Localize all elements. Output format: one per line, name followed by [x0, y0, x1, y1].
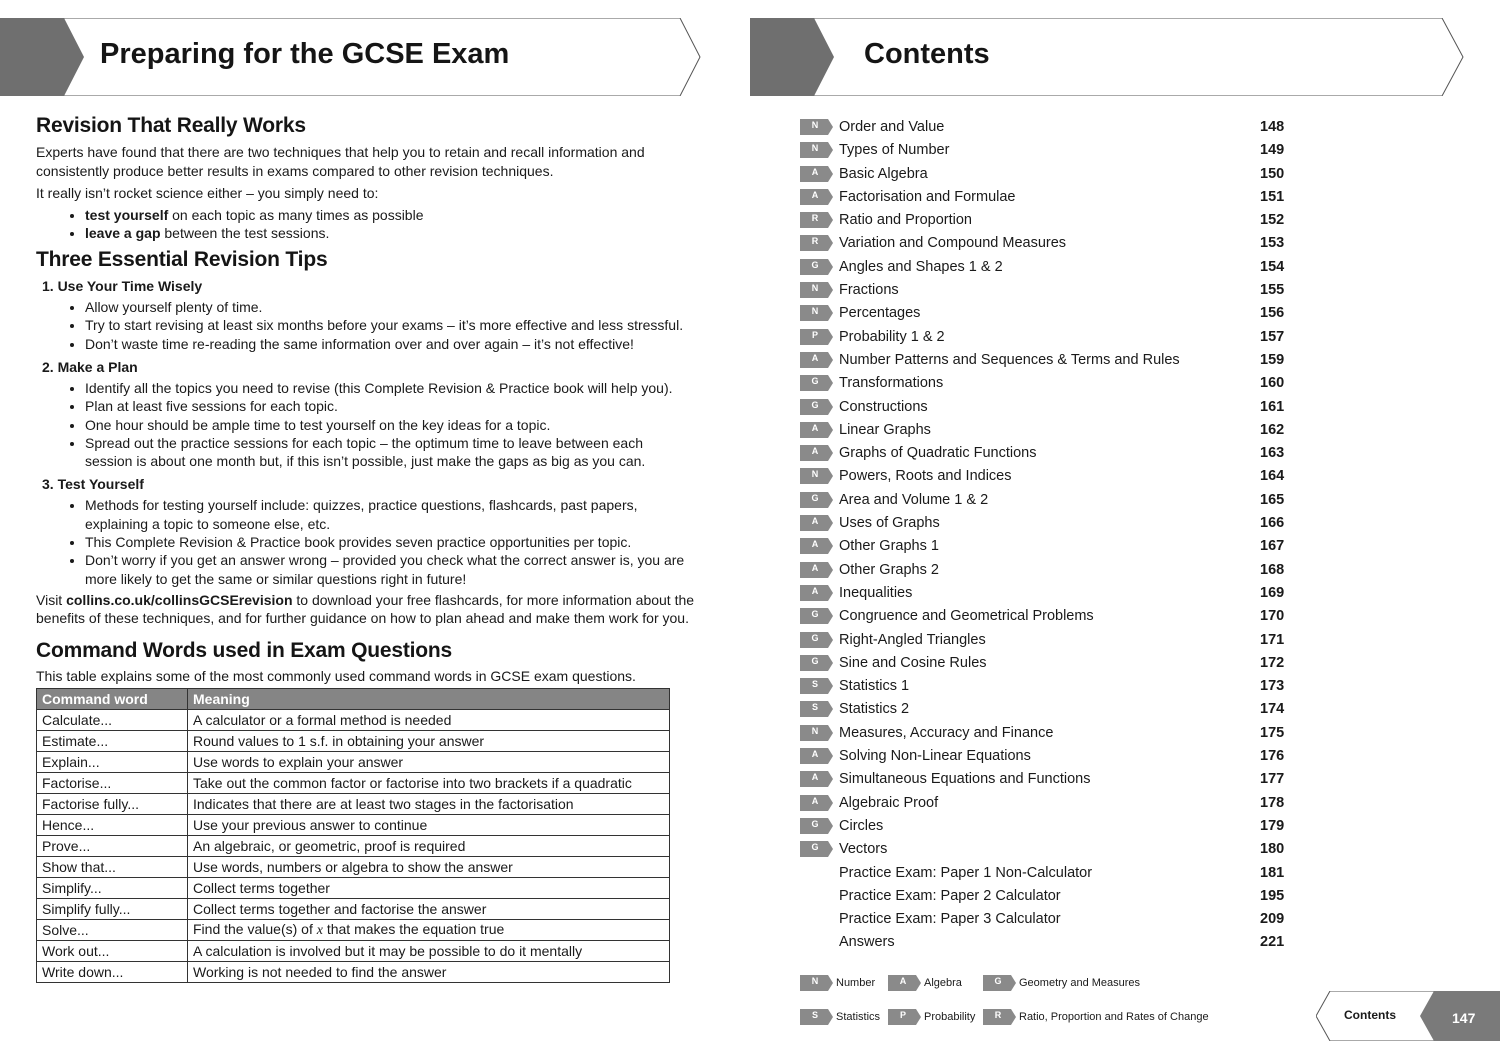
contents-title: Contents [864, 38, 990, 70]
meaning-cell: An algebraic, or geometric, proof is required [188, 836, 670, 857]
bullet-list [36, 379, 706, 470]
table-row [37, 878, 670, 899]
toc-entry[interactable] [800, 302, 1300, 325]
strand-badge-p: P [800, 329, 834, 345]
toc-page-number: 221 [1260, 934, 1285, 951]
toc-entry[interactable] [800, 419, 1300, 442]
strand-badge-a: A [800, 189, 834, 205]
toc-title: Statistics 2 [839, 701, 910, 718]
toc-title: Sine and Cosine Rules [839, 654, 987, 671]
column-header: Meaning [188, 689, 670, 710]
strand-badge-s: S [800, 1009, 834, 1025]
command-word-cell: Show that... [37, 857, 188, 878]
toc-entry[interactable] [800, 675, 1300, 698]
command-word-cell: Simplify fully... [37, 899, 188, 920]
key-label: Probability [924, 1011, 976, 1023]
strand-badge-g: G [800, 818, 834, 834]
toc-entry[interactable] [800, 605, 1300, 628]
toc-title: Factorisation and Formulae [839, 188, 1016, 205]
strand-badge-n: N [800, 119, 834, 135]
strand-badge-r: R [800, 235, 834, 251]
toc-title: Graphs of Quadratic Functions [839, 445, 1037, 462]
toc-page-number: 172 [1260, 654, 1285, 671]
toc-title: Practice Exam: Paper 3 Calculator [839, 911, 1061, 928]
page-title: Preparing for the GCSE Exam [100, 38, 510, 70]
section-heading: Command Words used in Exam Questions [36, 638, 452, 662]
toc-title: Answers [839, 934, 895, 951]
toc-entry[interactable] [800, 442, 1300, 465]
command-word-cell: Explain... [37, 752, 188, 773]
table-row [37, 710, 670, 731]
meaning-cell: Collect terms together [188, 878, 670, 899]
toc-entry[interactable] [800, 745, 1300, 768]
left-page-body [36, 114, 706, 983]
toc-entry[interactable] [800, 698, 1300, 721]
key-label: Algebra [924, 977, 962, 989]
meaning-cell: Use your previous answer to continue [188, 815, 670, 836]
strand-badge-r: R [983, 1009, 1017, 1025]
table-row [37, 731, 670, 752]
table-row [37, 815, 670, 836]
header-arrow-shape [750, 18, 1466, 96]
paragraph: It really isn’t rocket science either – you simply need to: [36, 185, 379, 201]
strand-badge-a: A [800, 538, 834, 554]
toc-entry[interactable] [800, 465, 1300, 488]
toc-title: Percentages [839, 305, 921, 322]
toc-page-number: 180 [1260, 841, 1285, 858]
toc-entry[interactable] [800, 232, 1300, 255]
toc-title: Measures, Accuracy and Finance [839, 724, 1054, 741]
toc-title: Other Graphs 1 [839, 538, 939, 555]
strand-badge-p: P [888, 1009, 922, 1025]
strand-badge-g: G [800, 632, 834, 648]
section-heading: Three Essential Revision Tips [36, 248, 328, 272]
command-word-cell: Solve... [37, 920, 188, 941]
command-word-cell: Hence... [37, 815, 188, 836]
strand-badge-s: S [800, 678, 834, 694]
toc-title: Probability 1 & 2 [839, 328, 945, 345]
paragraph: Experts have found that there are two techniques that help you to retain and recall information and consistently produce better results in exams compared to other revision techniques. [36, 144, 645, 179]
list-item: • leave a gap between the test sessions. [85, 224, 706, 242]
toc-page-number: 153 [1260, 235, 1285, 252]
table-row [37, 836, 670, 857]
toc-title: Area and Volume 1 & 2 [839, 491, 989, 508]
strand-badge-g: G [800, 608, 834, 624]
column-header: Command word [37, 689, 188, 710]
toc-title: Circles [839, 817, 884, 834]
bullet-list [36, 206, 706, 243]
toc-page-number: 156 [1260, 305, 1285, 322]
list-item: • Plan at least five sessions for each topic. [85, 397, 706, 415]
strand-badge-n: N [800, 305, 834, 321]
list-item: • Allow yourself plenty of time. [85, 298, 706, 316]
toc-title: Angles and Shapes 1 & 2 [839, 258, 1003, 275]
strand-badge-a: A [800, 445, 834, 461]
table-row [37, 773, 670, 794]
toc-page-number: 173 [1260, 678, 1285, 695]
strand-badge-a: A [888, 975, 922, 991]
toc-title: Congruence and Geometrical Problems [839, 608, 1094, 625]
meaning-cell: Use words, numbers or algebra to show the answer [188, 857, 670, 878]
toc-page-number: 174 [1260, 701, 1285, 718]
toc-title: Statistics 1 [839, 678, 910, 695]
strand-badge-g: G [800, 841, 834, 857]
toc-page-number: 161 [1260, 398, 1285, 415]
toc-page-number: 169 [1260, 584, 1285, 601]
meaning-cell: Find the value(s) of x that makes the equation true [188, 920, 670, 941]
toc-entry[interactable] [800, 629, 1300, 652]
toc-page-number: 164 [1260, 468, 1285, 485]
toc-page-number: 155 [1260, 282, 1285, 299]
toc-page-number: 170 [1260, 608, 1285, 625]
toc-page-number: 165 [1260, 491, 1285, 508]
strand-badge-g: G [800, 375, 834, 391]
toc-entry[interactable] [800, 582, 1300, 605]
command-word-cell: Simplify... [37, 878, 188, 899]
strand-badge-a: A [800, 352, 834, 368]
toc-entry[interactable] [800, 792, 1300, 815]
table-row [37, 920, 670, 941]
list-item: • This Complete Revision & Practice book provides seven practice opportunities per topic. [85, 533, 706, 551]
strand-badge-n: N [800, 282, 834, 298]
toc-entry[interactable] [800, 349, 1300, 372]
toc-page-number: 154 [1260, 258, 1285, 275]
list-item: • Try to start revising at least six months before your exams – it’s more effective and less stressful. [85, 316, 706, 334]
toc-title: Solving Non-Linear Equations [839, 748, 1031, 765]
meaning-cell: Round values to 1 s.f. in obtaining your answer [188, 731, 670, 752]
toc-title: Transformations [839, 375, 944, 392]
right-header-banner [750, 18, 1466, 96]
table-row [37, 794, 670, 815]
toc-page-number: 159 [1260, 351, 1285, 368]
toc-title: Linear Graphs [839, 421, 931, 438]
toc-title: Other Graphs 2 [839, 561, 939, 578]
table-body [37, 710, 670, 983]
toc-entry[interactable] [800, 862, 1300, 885]
toc-title: Powers, Roots and Indices [839, 468, 1012, 485]
toc-entry[interactable] [800, 396, 1300, 419]
strand-badge-n: N [800, 142, 834, 158]
toc-title: Practice Exam: Paper 1 Non-Calculator [839, 864, 1093, 881]
toc-title: Number Patterns and Sequences & Terms and Rules [839, 351, 1180, 368]
toc-page-number: 177 [1260, 771, 1285, 788]
strand-badge-a: A [800, 422, 834, 438]
toc-entry[interactable] [800, 256, 1300, 279]
toc-page-number: 171 [1260, 631, 1285, 648]
meaning-cell: Collect terms together and factorise the answer [188, 899, 670, 920]
toc-entry[interactable] [800, 885, 1300, 908]
command-word-cell: Estimate... [37, 731, 188, 752]
toc-page-number: 179 [1260, 817, 1285, 834]
toc-title: Fractions [839, 282, 899, 299]
strand-badge-a: A [800, 562, 834, 578]
toc-entry[interactable] [800, 838, 1300, 861]
toc-page-number: 168 [1260, 561, 1285, 578]
paragraph: This table explains some of the most commonly used command words in GCSE exam questions. [36, 667, 636, 684]
list-item: • Identify all the topics you need to revise (this Complete Revision & Practice book will help you). [85, 379, 706, 397]
key-label: Statistics [836, 1011, 881, 1023]
strand-badge-g: G [800, 655, 834, 671]
website-link[interactable]: collins.co.uk/collinsGCSErevision [66, 591, 293, 608]
toc-entry[interactable] [800, 768, 1300, 791]
list-item: • test yourself on each topic as many times as possible [85, 206, 706, 224]
toc-entry[interactable] [800, 652, 1300, 675]
strand-badge-n: N [800, 725, 834, 741]
meaning-cell: Working is not needed to find the answer [188, 962, 670, 983]
toc-entry[interactable] [800, 535, 1300, 558]
list-item: • One hour should be ample time to test yourself on the key ideas for a topic. [85, 416, 706, 434]
footer-label: Contents [1344, 1008, 1396, 1022]
table-row [37, 941, 670, 962]
toc-title: Uses of Graphs [839, 515, 940, 532]
toc-title: Right-Angled Triangles [839, 631, 986, 648]
tip-heading: 3. Test Yourself [42, 476, 144, 493]
strand-badge-g: G [983, 975, 1017, 991]
toc-title: Order and Value [839, 119, 945, 135]
table-row [37, 962, 670, 983]
toc-page-number: 160 [1260, 375, 1285, 392]
section-heading: Revision That Really Works [36, 114, 306, 137]
toc-page-number: 148 [1260, 119, 1285, 135]
command-words-table [36, 688, 670, 983]
toc-title: Vectors [839, 841, 888, 858]
toc-page-number: 195 [1260, 887, 1285, 904]
toc-page-number: 175 [1260, 724, 1285, 741]
toc-title: Inequalities [839, 584, 913, 601]
toc-entry[interactable] [800, 815, 1300, 838]
command-word-cell: Work out... [37, 941, 188, 962]
toc-page-number: 181 [1260, 864, 1285, 881]
table-of-contents [800, 116, 1300, 955]
meaning-cell: Use words to explain your answer [188, 752, 670, 773]
toc-title: Types of Number [839, 142, 950, 159]
toc-page-number: 150 [1260, 165, 1285, 182]
command-word-cell: Write down... [37, 962, 188, 983]
toc-page-number: 151 [1260, 188, 1285, 205]
toc-page-number: 176 [1260, 748, 1285, 765]
toc-entry[interactable] [800, 139, 1300, 162]
toc-entry[interactable] [800, 372, 1300, 395]
table-row [37, 752, 670, 773]
toc-entry[interactable] [800, 186, 1300, 209]
toc-title: Basic Algebra [839, 165, 928, 182]
meaning-cell: Indicates that there are at least two stages in the factorisation [188, 794, 670, 815]
key-label: Geometry and Measures [1019, 977, 1141, 989]
table-row [37, 857, 670, 878]
meaning-cell: A calculation is involved but it may be possible to do it mentally [188, 941, 670, 962]
key-label: Number [836, 977, 876, 989]
toc-page-number: 209 [1260, 911, 1285, 928]
toc-entry[interactable] [800, 326, 1300, 349]
strand-badge-a: A [800, 795, 834, 811]
tip-heading: 1. Use Your Time Wisely [42, 278, 203, 295]
left-header-banner [0, 18, 702, 96]
strand-badge-a: A [800, 771, 834, 787]
key-label: Ratio, Proportion and Rates of Change [1019, 1011, 1209, 1023]
toc-entry[interactable] [800, 512, 1300, 535]
list-item: • Don’t worry if you get an answer wrong – provided you check what the correct answer is, you are more likely to get the same or similar questions right in future! [85, 551, 706, 588]
toc-title: Practice Exam: Paper 2 Calculator [839, 887, 1061, 904]
visit-paragraph: Visit collins.co.uk/collinsGCSErevision to download your free flashcards, for more information about the benefits of these techniques, and for further guidance on how to plan ahead and make them work for you. [36, 591, 695, 627]
strand-badge-n: N [800, 975, 834, 991]
table-header-row [37, 689, 670, 710]
strand-badge-a: A [800, 585, 834, 601]
page-number: 147 [1452, 1010, 1476, 1026]
toc-title: Constructions [839, 398, 928, 415]
toc-title: Variation and Compound Measures [839, 235, 1067, 252]
toc-entry[interactable] [800, 279, 1300, 302]
list-item: • Spread out the practice sessions for each topic – the optimum time to leave between each session is about one month but, if this isn’t possible, just make the gaps as big as you can. [85, 434, 706, 471]
toc-entry[interactable] [800, 116, 1300, 139]
toc-page-number: 163 [1260, 445, 1285, 462]
toc-page-number: 178 [1260, 794, 1285, 811]
toc-page-number: 166 [1260, 515, 1285, 532]
toc-title: Algebraic Proof [839, 794, 939, 811]
tip-heading: 2. Make a Plan [42, 358, 138, 375]
strand-badge-s: S [800, 701, 834, 717]
toc-entry[interactable] [800, 908, 1300, 931]
toc-entry[interactable] [800, 559, 1300, 582]
bullet-list [36, 298, 706, 353]
toc-page-number: 152 [1260, 212, 1285, 229]
bullet-list [36, 496, 706, 587]
strand-badge-g: G [800, 399, 834, 415]
toc-page-number: 149 [1260, 142, 1285, 159]
strand-badge-n: N [800, 468, 834, 484]
toc-entry[interactable] [800, 722, 1300, 745]
toc-entry[interactable] [800, 489, 1300, 512]
strand-badge-a: A [800, 748, 834, 764]
strand-badge-g: G [800, 492, 834, 508]
command-word-cell: Prove... [37, 836, 188, 857]
meaning-cell: A calculator or a formal method is needed [188, 710, 670, 731]
toc-entry[interactable] [800, 931, 1300, 954]
list-item: • Don’t waste time re-reading the same information over and over again – it’s not effective! [85, 335, 706, 353]
meaning-cell: Take out the common factor or factorise into two brackets if a quadratic [188, 773, 670, 794]
footer-page-tab [1316, 991, 1500, 1041]
toc-entry[interactable] [800, 163, 1300, 186]
toc-title: Ratio and Proportion [839, 212, 972, 229]
command-word-cell: Factorise fully... [37, 794, 188, 815]
table-row [37, 899, 670, 920]
strand-badge-g: G [800, 259, 834, 275]
toc-entry[interactable] [800, 209, 1300, 232]
strand-badge-a: A [800, 166, 834, 182]
toc-page-number: 157 [1260, 328, 1285, 345]
command-word-cell: Factorise... [37, 773, 188, 794]
command-word-cell: Calculate... [37, 710, 188, 731]
toc-title: Simultaneous Equations and Functions [839, 771, 1091, 788]
strand-badge-r: R [800, 212, 834, 228]
toc-page-number: 167 [1260, 538, 1285, 555]
list-item: • Methods for testing yourself include: quizzes, practice questions, flashcards, past papers, explaining a topic to someone else, etc. [85, 496, 706, 533]
strand-badge-a: A [800, 515, 834, 531]
toc-page-number: 162 [1260, 421, 1285, 438]
